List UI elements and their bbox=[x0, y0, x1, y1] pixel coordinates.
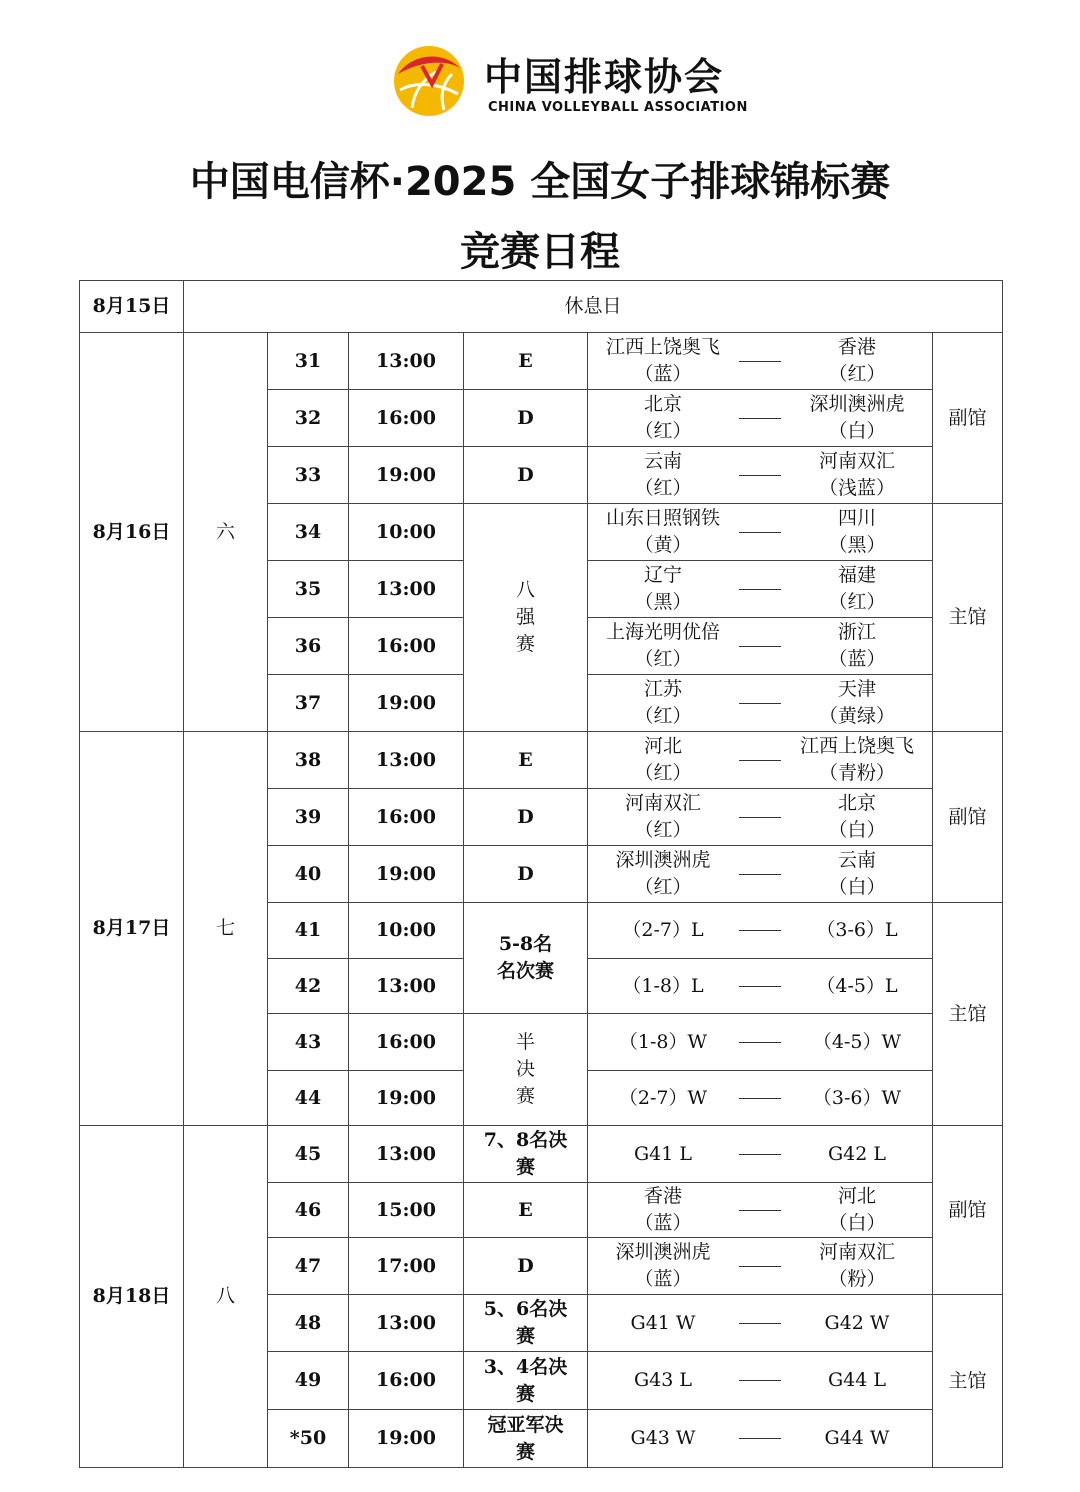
date-cell: 8月16日 bbox=[80, 333, 184, 732]
home-team: （2-7）W bbox=[618, 1086, 708, 1109]
rest-day-label: 休息日 bbox=[184, 281, 1003, 333]
rest-day-row bbox=[80, 281, 1003, 333]
match-group: D bbox=[464, 846, 588, 903]
home-team: 河北 （红） bbox=[634, 735, 692, 784]
match-time: 13:00 bbox=[349, 1126, 464, 1183]
match-time: 19:00 bbox=[349, 1410, 464, 1468]
match-number: 42 bbox=[268, 959, 349, 1014]
away-team: 深圳澳洲虎 （白） bbox=[809, 393, 905, 442]
matchup-cell bbox=[588, 1410, 933, 1468]
matchup-cell bbox=[588, 789, 933, 846]
versus-dash bbox=[739, 646, 781, 647]
match-number: 39 bbox=[268, 789, 349, 846]
match-number: 41 bbox=[268, 903, 349, 959]
home-team: 北京 （红） bbox=[634, 393, 692, 442]
matchup-cell bbox=[588, 618, 933, 675]
versus-dash bbox=[739, 986, 781, 987]
versus-dash bbox=[739, 703, 781, 704]
matchup-cell bbox=[588, 846, 933, 903]
home-team: 江西上饶奥飞 （蓝） bbox=[605, 336, 720, 385]
versus-dash bbox=[739, 1266, 781, 1267]
away-team: 河南双汇 （浅蓝） bbox=[818, 450, 895, 499]
match-time: 19:00 bbox=[349, 1071, 464, 1126]
match-time: 19:00 bbox=[349, 675, 464, 732]
match-time: 19:00 bbox=[349, 846, 464, 903]
match-time: 13:00 bbox=[349, 959, 464, 1014]
match-number: 40 bbox=[268, 846, 349, 903]
away-team: 云南 （白） bbox=[828, 849, 886, 898]
document-title: 中国电信杯·2025 全国女子排球锦标赛 bbox=[189, 159, 891, 205]
weekday-cell: 七 bbox=[184, 732, 268, 1126]
match-group-placement: 5-8名 名次赛 bbox=[464, 903, 588, 1014]
match-group: 5、6名决 赛 bbox=[464, 1295, 588, 1352]
date-cell: 8月17日 bbox=[80, 732, 184, 1126]
away-team: 四川 （黑） bbox=[828, 507, 886, 556]
versus-dash bbox=[739, 475, 781, 476]
away-team: G44 L bbox=[827, 1369, 886, 1391]
match-number: 49 bbox=[268, 1352, 349, 1410]
match-time: 15:00 bbox=[349, 1183, 464, 1238]
venue-cell: 副馆 bbox=[933, 732, 1003, 903]
matchup-cell bbox=[588, 1295, 933, 1352]
document-header bbox=[0, 0, 1080, 280]
home-team: G41 W bbox=[630, 1311, 696, 1334]
venue-cell: 主馆 bbox=[933, 903, 1003, 1126]
away-team: （3-6）L bbox=[816, 919, 898, 941]
home-team: G41 L bbox=[633, 1142, 692, 1165]
away-team: G44 W bbox=[824, 1427, 890, 1449]
table-row bbox=[80, 1126, 1003, 1183]
match-group: 冠亚军决 赛 bbox=[464, 1410, 588, 1468]
matchup-cell bbox=[588, 1071, 933, 1126]
match-group: D bbox=[464, 1238, 588, 1295]
matchup-cell bbox=[588, 1183, 933, 1238]
matchup-cell bbox=[588, 504, 933, 561]
matchup-cell bbox=[588, 333, 933, 390]
away-team: （3-6）W bbox=[812, 1086, 902, 1109]
match-group: 3、4名决 赛 bbox=[464, 1352, 588, 1410]
matchup-cell bbox=[588, 732, 933, 789]
match-number: 45 bbox=[268, 1126, 349, 1183]
home-team: 江苏 （红） bbox=[634, 678, 692, 727]
away-team: 天津 （黄绿） bbox=[818, 678, 895, 727]
match-number: 36 bbox=[268, 618, 349, 675]
versus-dash bbox=[739, 1380, 781, 1381]
match-time: 19:00 bbox=[349, 447, 464, 504]
matchup-cell bbox=[588, 561, 933, 618]
away-team: 河南双汇 （粉） bbox=[818, 1241, 895, 1290]
venue-cell: 主馆 bbox=[933, 1295, 1003, 1468]
away-team: （4-5）W bbox=[812, 1030, 902, 1053]
away-team: 福建 （红） bbox=[828, 564, 886, 613]
venue-cell: 副馆 bbox=[933, 1126, 1003, 1295]
table-row bbox=[80, 333, 1003, 390]
match-number: 48 bbox=[268, 1295, 349, 1352]
home-team: 辽宁 （黑） bbox=[634, 564, 692, 613]
home-team: 山东日照钢铁 （黄） bbox=[605, 507, 720, 556]
home-team: 深圳澳洲虎 （蓝） bbox=[615, 1241, 711, 1290]
away-team: 河北 （白） bbox=[828, 1185, 886, 1234]
versus-dash bbox=[739, 418, 781, 419]
home-team: 云南 （红） bbox=[634, 450, 692, 499]
match-number: 43 bbox=[268, 1014, 349, 1071]
away-team: 香港 （红） bbox=[828, 336, 886, 385]
away-team: G42 L bbox=[827, 1142, 886, 1165]
match-number: 31 bbox=[268, 333, 349, 390]
weekday-cell: 八 bbox=[184, 1126, 268, 1468]
home-team: G43 L bbox=[633, 1369, 692, 1391]
match-number: 32 bbox=[268, 390, 349, 447]
weekday-cell: 六 bbox=[184, 333, 268, 732]
versus-dash bbox=[739, 1210, 781, 1211]
home-team: （1-8）W bbox=[618, 1030, 708, 1053]
match-time: 16:00 bbox=[349, 789, 464, 846]
home-team: 上海光明优倍 （红） bbox=[605, 621, 720, 670]
matchup-cell bbox=[588, 1014, 933, 1071]
cva-logo bbox=[392, 44, 748, 122]
away-team: 江西上饶奥飞 （青粉） bbox=[799, 735, 914, 784]
match-number: 33 bbox=[268, 447, 349, 504]
match-group-semifinal: 半 决 赛 bbox=[464, 1014, 588, 1126]
versus-dash bbox=[739, 760, 781, 761]
home-team: 河南双汇 （红） bbox=[624, 792, 701, 841]
match-number: 35 bbox=[268, 561, 349, 618]
matchup-cell bbox=[588, 390, 933, 447]
match-group: D bbox=[464, 390, 588, 447]
match-time: 16:00 bbox=[349, 618, 464, 675]
match-group: D bbox=[464, 447, 588, 504]
versus-dash bbox=[739, 589, 781, 590]
versus-dash bbox=[739, 1438, 781, 1439]
matchup-cell bbox=[588, 903, 933, 959]
matchup-cell bbox=[588, 447, 933, 504]
match-group: D bbox=[464, 789, 588, 846]
home-team: 深圳澳洲虎 （红） bbox=[615, 849, 711, 898]
match-number: 47 bbox=[268, 1238, 349, 1295]
match-number: *50 bbox=[268, 1410, 349, 1468]
match-time: 16:00 bbox=[349, 390, 464, 447]
match-number: 34 bbox=[268, 504, 349, 561]
match-number: 46 bbox=[268, 1183, 349, 1238]
volleyball-logo-icon bbox=[392, 44, 466, 118]
away-team: G42 W bbox=[824, 1311, 890, 1334]
home-team: （1-8）L bbox=[622, 974, 704, 997]
venue-cell: 副馆 bbox=[933, 333, 1003, 504]
versus-dash bbox=[739, 817, 781, 818]
home-team: （2-7）L bbox=[622, 919, 704, 941]
away-team: 北京 （白） bbox=[828, 792, 886, 841]
away-team: 浙江 （蓝） bbox=[828, 621, 886, 670]
match-time: 10:00 bbox=[349, 903, 464, 959]
match-time: 13:00 bbox=[349, 561, 464, 618]
match-time: 13:00 bbox=[349, 732, 464, 789]
matchup-cell bbox=[588, 1352, 933, 1410]
venue-cell: 主馆 bbox=[933, 504, 1003, 732]
versus-dash bbox=[739, 1323, 781, 1324]
away-team: （4-5）L bbox=[816, 974, 898, 997]
match-number: 44 bbox=[268, 1071, 349, 1126]
matchup-cell bbox=[588, 1238, 933, 1295]
matchup-cell bbox=[588, 1126, 933, 1183]
versus-dash bbox=[739, 1098, 781, 1099]
match-time: 17:00 bbox=[349, 1238, 464, 1295]
matchup-cell bbox=[588, 959, 933, 1014]
logo-chinese-name: 中国排球协会 bbox=[484, 54, 725, 99]
date-cell: 8月18日 bbox=[80, 1126, 184, 1468]
versus-dash bbox=[739, 361, 781, 362]
match-group: 7、8名决 赛 bbox=[464, 1126, 588, 1183]
match-time: 10:00 bbox=[349, 504, 464, 561]
date-cell: 8月15日 bbox=[80, 281, 184, 333]
match-time: 13:00 bbox=[349, 1295, 464, 1352]
table-row bbox=[80, 732, 1003, 789]
versus-dash bbox=[739, 532, 781, 533]
home-team: G43 W bbox=[630, 1427, 696, 1449]
logo-english-name: CHINA VOLLEYBALL ASSOCIATION bbox=[488, 100, 748, 115]
match-group: E bbox=[464, 732, 588, 789]
match-time: 16:00 bbox=[349, 1352, 464, 1410]
match-time: 16:00 bbox=[349, 1014, 464, 1071]
match-group-quarterfinal: 八 强 赛 bbox=[464, 504, 588, 732]
versus-dash bbox=[739, 874, 781, 875]
match-number: 37 bbox=[268, 675, 349, 732]
versus-dash bbox=[739, 1042, 781, 1043]
document-subtitle: 竞赛日程 bbox=[460, 229, 620, 275]
versus-dash bbox=[739, 1154, 781, 1155]
schedule-table bbox=[79, 280, 1003, 1468]
match-time: 13:00 bbox=[349, 333, 464, 390]
versus-dash bbox=[739, 930, 781, 931]
home-team: 香港 （蓝） bbox=[634, 1185, 692, 1234]
match-number: 38 bbox=[268, 732, 349, 789]
matchup-cell bbox=[588, 675, 933, 732]
match-group: E bbox=[464, 1183, 588, 1238]
match-group: E bbox=[464, 333, 588, 390]
